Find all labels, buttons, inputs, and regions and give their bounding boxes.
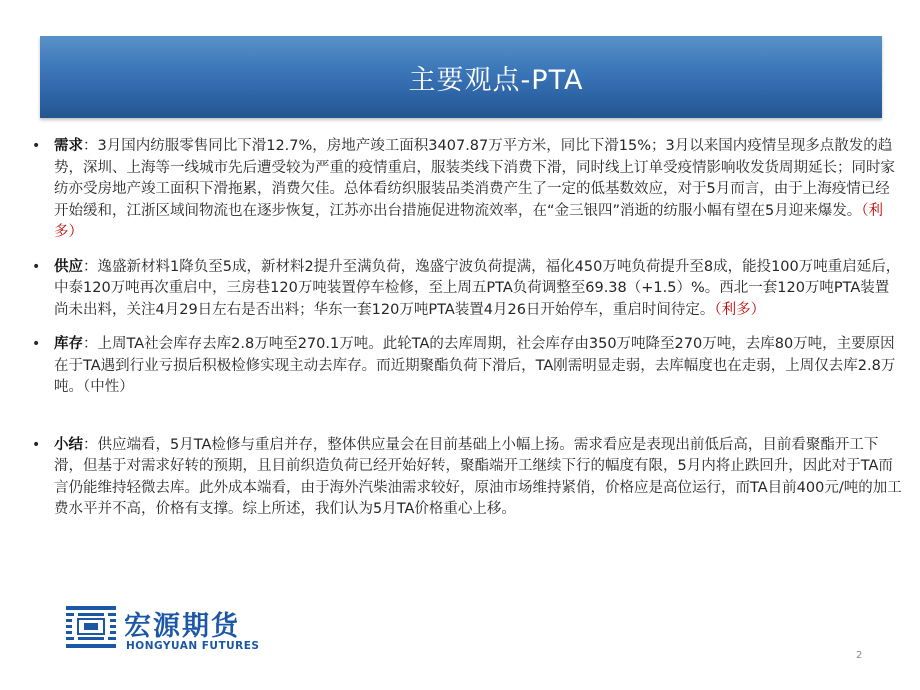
section-body: ：上周TA社会库存去库2.8万吨至270.1万吨。此轮TA的去库周期，社会库存由350万吨降至270万吨，去库80万吨，主要原因在于TA遇到行业亏损后积极检修实现主动去库存。而近期聚酯负荷下滑后，TA刚需明显走弱，去库幅度也在走弱，上周仅去库2.8万吨。 [54, 336, 896, 395]
section-demand [30, 136, 902, 244]
section-label: 供应 [54, 258, 83, 275]
section-tag: （中性） [83, 379, 134, 395]
bullet-icon: • [32, 258, 41, 275]
section-body: ：3月国内纺服零售同比下滑12.7%，房地产竣工面积3407.87万平方米，同比下滑15%；3月以来国内疫情呈现多点散发的趋势，深圳、上海等一线城市先后遭受较为严重的疫情重启，服装类线下消费下滑，同时线上订单受疫情影响收发货周期延长；同时家纺亦受房地产竣工面积下滑拖累，消费欠佳。总体看纺织服装品类消费产生了一定的低基数效应，对于5月而言，由于上海疫情已经开始缓和，江浙区域间物流也在逐步恢复，江苏亦出台措施促进物流效率，在“金三银四”消逝的纺服小幅有望在5月迎来爆发。 [54, 138, 895, 219]
bullet-icon: • [32, 436, 41, 453]
logo-mark-icon [64, 602, 118, 654]
section-body: ：供应端看，5月TA检修与重启并存，整体供应量会在目前基础上小幅上扬。需求看应是表现出前低后高，目前看聚酯开工下滑，但基于对需求好转的预期，且目前织造负荷已经开始好转，聚酯端开工继续下行的幅度有限，5月内将止跌回升，因此对于TA而言仍能维持轻微去库。此外成本端看，由于海外汽柴油需求较好，原油市场维持紧俏，价格应是高位运行，而TA目前400元/吨的加工费水平并不高，价格有支撑。综上所述，我们认为5月TA价格重心上移。 [54, 436, 902, 517]
bullet-icon: • [32, 336, 41, 352]
slide-content [30, 136, 902, 521]
section-summary [30, 435, 902, 521]
section-tag: （利多） [714, 301, 766, 318]
slide-title: 主要观点-PTA [408, 64, 584, 96]
section-label: 小结 [54, 436, 83, 453]
logo-chinese-name: 宏源期货 [124, 611, 240, 642]
section-tag: （利多） [54, 202, 883, 240]
page-number: 2 [856, 650, 863, 661]
logo-english-name: HONGYUAN FUTURES [126, 640, 260, 652]
title-banner [40, 36, 882, 118]
bullet-icon: • [32, 138, 41, 154]
section-supply [30, 257, 902, 322]
section-inventory [30, 334, 902, 399]
section-body: ：逸盛新材料1降负至5成，新材料2提升至满负荷，逸盛宁波负荷提满，福化450万吨负荷提升至8成，能投100万吨重启延后，中泰120万吨再次重启中，三房巷120万吨装置停车检修，至上周五PTA负荷调整至69.38（+1.5）%。西北一套120万吨PTA装置尚未出料，关注4月29日左右是否出料；华东一套120万吨PTA装置4月26日开始停车，重启时间待定。 [54, 258, 901, 318]
company-logo [64, 600, 274, 658]
section-label: 库存 [54, 336, 83, 352]
section-label: 需求 [54, 138, 83, 154]
